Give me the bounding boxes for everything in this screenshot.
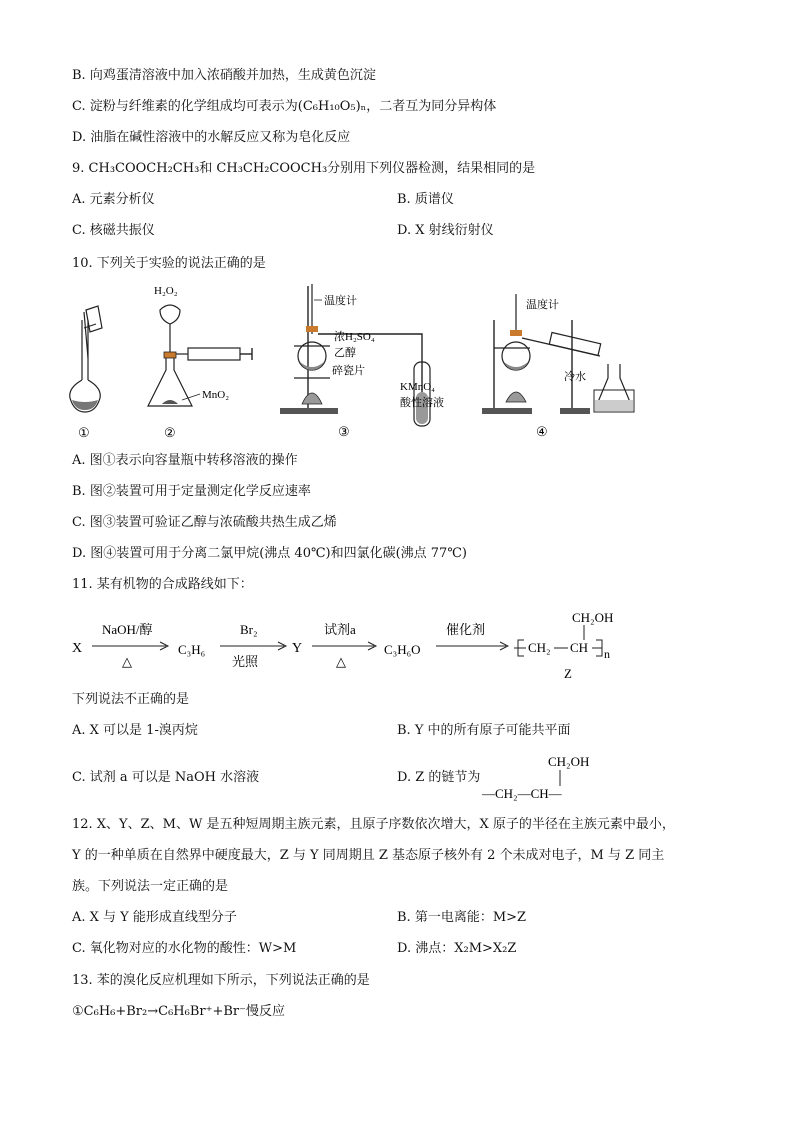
d-ch2oh: CH₂OH [548, 754, 590, 769]
route-reagent-4: 催化剂 [446, 622, 486, 637]
figure-2-rate-apparatus [140, 280, 260, 445]
thermometer-label-4: 温度计 [526, 299, 559, 311]
q10-option-b: B. 图②装置可用于定量测定化学反应速率 [72, 484, 311, 499]
route-condition-1: △ [122, 654, 132, 669]
q12-option-d: D. 沸点：X₂M>X₂Z [397, 941, 517, 956]
thermometer-label-3: 温度计 [324, 295, 357, 307]
route-z: Z [564, 666, 572, 681]
q12-option-b: B. 第一电离能：M>Z [397, 910, 527, 925]
q10-option-a: A. 图①表示向容量瓶中转移溶液的操作 [72, 453, 298, 468]
q9-option-d: D. X 射线衍射仪 [397, 223, 494, 238]
porcelain-label: 碎瓷片 [332, 365, 365, 377]
route-reagent-3: 试剂a [324, 622, 356, 637]
q13-stem: 13. 苯的溴化反应机理如下所示，下列说法正确的是 [72, 973, 370, 988]
route-condition-2: 光照 [232, 654, 259, 669]
route-y: Y [292, 641, 303, 656]
figure-2-label: ② [164, 425, 176, 440]
q12-stem-line2: Y 的一种单质在自然界中硬度最大，Z 与 Y 同周期且 Z 基态原子核外有 2 个未成对电子，M 与 Z 同主 [72, 848, 665, 863]
q12-stem-line1: 12. X、Y、Z、M、W 是五种短周期主族元素，且原子序数依次增大，X 原子的半径在主族元素中最小， [72, 817, 675, 832]
q12-option-a: A. X 与 Y 能形成直线型分子 [72, 910, 237, 925]
q10-option-c: C. 图③装置可验证乙醇与浓硫酸共热生成乙烯 [72, 515, 337, 530]
q11-option-a: A. X 可以是 1-溴丙烷 [72, 723, 198, 738]
route-c3h6o: C₃H₆O [384, 642, 421, 657]
q11-option-c: C. 试剂 a 可以是 NaOH 水溶液 [72, 770, 260, 785]
q8-option-d: D. 油脂在碱性溶液中的水解反应又称为皂化反应 [72, 130, 351, 145]
figure-1-label: ① [78, 425, 90, 440]
figure-1-volumetric-flask [62, 300, 122, 445]
route-n: n [604, 647, 610, 661]
ethanol-label: 乙醇 [334, 347, 356, 359]
d-chain: —CH₂—CH— [482, 786, 562, 801]
q9-option-b: B. 质谱仪 [397, 192, 454, 207]
q10-stem: 10. 下列关于实验的说法正确的是 [72, 256, 266, 271]
mno2-label: MnO₂ [202, 389, 230, 401]
route-reagent-1: NaOH/醇 [102, 622, 153, 637]
conc-h2so4-label: 浓H₂SO₄ [334, 331, 375, 343]
route-x: X [72, 641, 83, 656]
q9-option-c: C. 核磁共振仪 [72, 223, 155, 238]
figure-4-label: ④ [536, 424, 548, 439]
figure-3-ethylene-apparatus [272, 282, 472, 445]
q11-stem: 11. 某有机物的合成路线如下： [72, 577, 253, 592]
q11-option-d: D. Z 的链节为 [397, 770, 481, 785]
route-condition-3: △ [336, 654, 346, 669]
route-c3h6: C₃H₆ [178, 642, 206, 657]
q8-option-c: C. 淀粉与纤维素的化学组成均可表示为(C₆H₁₀O₅)ₙ，二者互为同分异构体 [72, 99, 497, 114]
q8-option-b: B. 向鸡蛋清溶液中加入浓硝酸并加热，生成黄色沉淀 [72, 68, 376, 83]
q10-option-d: D. 图④装置可用于分离二氯甲烷(沸点 40℃)和四氯化碳(沸点 77℃) [72, 546, 467, 561]
figure-4-distillation-apparatus [480, 290, 640, 445]
q11-d-repeat-unit [480, 752, 610, 806]
route-polymer-ch2: CH₂ [528, 640, 551, 655]
route-reagent-2: Br₂ [240, 622, 258, 637]
figure-3-label: ③ [338, 424, 350, 439]
route-polymer-ch: CH [570, 640, 589, 655]
kmno4-label: KMnO₄ [400, 381, 436, 393]
q12-stem-line3: 族。下列说法一定正确的是 [72, 879, 229, 894]
q9-stem: 9. CH₃COOCH₂CH₃和 CH₃CH₂COOCH₃分别用下列仪器检测，结果相同的是 [72, 161, 536, 176]
q12-option-c: C. 氧化物对应的水化物的酸性：W>M [72, 941, 297, 956]
q13-step-1: ①C₆H₆+Br₂→C₆H₆Br⁺+Br⁻慢反应 [72, 1004, 285, 1019]
cold-water-label: 冷水 [564, 371, 586, 383]
h2o2-label: H₂O₂ [154, 285, 178, 297]
route-ch2oh: CH₂OH [572, 610, 614, 625]
q11-prompt: 下列说法不正确的是 [72, 692, 190, 707]
q9-option-a: A. 元素分析仪 [72, 192, 155, 207]
q11-synthesis-route [68, 604, 628, 684]
q11-option-b: B. Y 中的所有原子可能共平面 [397, 723, 571, 738]
acidic-solution-label: 酸性溶液 [400, 397, 444, 409]
